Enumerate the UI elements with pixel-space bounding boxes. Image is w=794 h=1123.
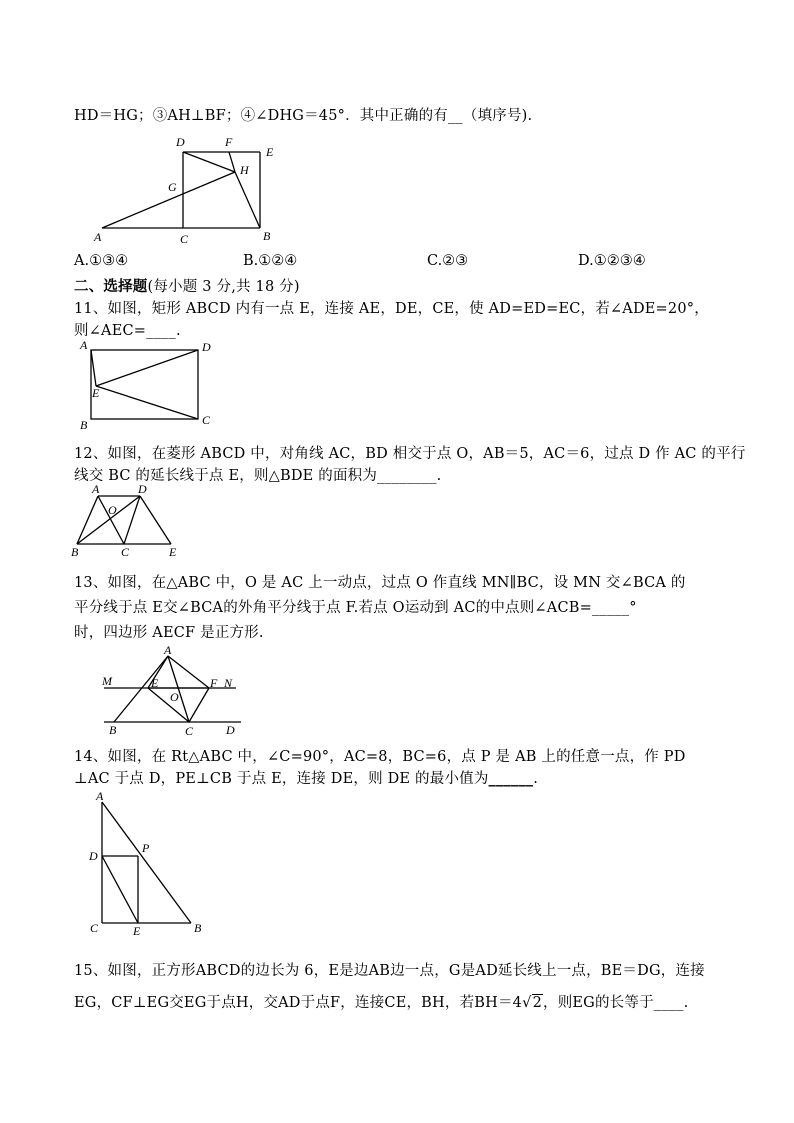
fig12-label-B: B	[71, 545, 79, 559]
q15-line2-post: ，则EG的长等于____.	[543, 995, 689, 1011]
fig13-label-A: A	[164, 643, 172, 657]
fig14-label-B: B	[194, 921, 202, 935]
q15-line2	[74, 991, 688, 1012]
fig10-label-C: C	[180, 232, 189, 246]
fig13-label-N: N	[224, 676, 233, 690]
fig11-label-C: C	[202, 413, 211, 427]
fig13-label-M: M	[102, 674, 112, 688]
option-c: C.②③	[427, 253, 469, 269]
fig10-label-D: D	[176, 135, 185, 149]
figure-q13	[96, 642, 256, 740]
q13-line2: 平分线于点 E交∠BCA的外角平分线于点 F.若点 O运动到 AC的中点则∠ACB=_____°	[74, 600, 637, 616]
fig10-label-G: G	[168, 180, 177, 194]
q14-line1: 14、如图，在 Rt△ABC 中，∠C=90°，AC=8，BC=6，点 P 是 AB 上的任意一点，作 PD	[74, 749, 686, 765]
fig11-label-D: D	[202, 340, 211, 354]
figure-q14	[84, 790, 214, 940]
option-b: B.①②④	[243, 253, 298, 269]
fig13-label-D: D	[226, 723, 235, 737]
q11-line2: 则∠AEC=____.	[74, 323, 181, 339]
q15-line2-pre: EG，CF⊥EG交EG于点H，交AD于点F，连接CE，BH，若BH＝4	[74, 995, 523, 1011]
q13-line1: 13、如图，在△ABC 中，O 是 AC 上一动点，过点 O 作直线 MN∥BC，设 MN 交∠BCA 的	[74, 575, 686, 591]
fig14-label-P: P	[142, 841, 150, 855]
sqrt-symbol: √2	[522, 995, 542, 1011]
fig14-label-E: E	[133, 924, 141, 938]
q10-text-end: HD＝HG；③AH⊥BF；④∠DHG＝45°．其中正确的有__（填序号).	[74, 108, 533, 124]
fig12-label-D: D	[138, 484, 147, 496]
fig10-label-A: A	[94, 230, 102, 244]
fig11-label-E: E	[92, 386, 100, 400]
fig12-label-O: O	[108, 503, 117, 517]
section-title: 二、选择题	[74, 278, 148, 295]
fig12-label-E: E	[169, 545, 177, 559]
fig12-label-C: C	[121, 545, 130, 559]
q11-line1: 11、如图，矩形 ABCD 内有一点 E，连接 AE，DE，CE，使 AD=ED=EC，若∠ADE=20°，	[74, 301, 709, 317]
fig12-label-A: A	[92, 484, 100, 496]
fig14-label-D: D	[89, 849, 98, 863]
fig14-label-A: A	[96, 790, 104, 803]
fig11-label-A: A	[80, 338, 88, 352]
fig14-label-C: C	[90, 921, 99, 935]
fig13-label-B: B	[109, 723, 117, 737]
fig11-label-B: B	[80, 418, 88, 431]
section-heading	[74, 275, 300, 296]
figure-q11	[74, 336, 224, 431]
fig13-label-E: E	[151, 676, 159, 690]
q14-blank: ______	[488, 770, 534, 787]
fig10-label-B: B	[263, 229, 271, 243]
q14-line2	[74, 767, 538, 788]
q13-line3: 时，四边形 AECF 是正方形.	[74, 625, 264, 641]
fig10-label-H: H	[240, 163, 249, 177]
q12-line2: 线交 BC 的延长线于点 E，则△BDE 的面积为________.	[74, 468, 442, 484]
fig13-label-F: F	[210, 676, 218, 690]
section-note: (每小题 3 分,共 18 分)	[147, 279, 300, 295]
q12-line1: 12、如图，在菱形 ABCD 中，对角线 AC，BD 相交于点 O，AB＝5，AC＝6，过点 D 作 AC 的平行	[74, 446, 746, 462]
q14-line2-text: ⊥AC 于点 D，PE⊥CB 于点 E，连接 DE，则 DE 的最小值为	[74, 771, 489, 787]
fig13-label-C: C	[185, 724, 194, 738]
option-a: A.①③④	[74, 253, 129, 269]
fig13-label-O: O	[170, 690, 179, 704]
fig10-label-E: E	[266, 145, 274, 159]
q15-line1: 15、如图，正方形ABCD的边长为 6，E是边AB边一点，G是AD延长线上一点，BE＝DG，连接	[74, 963, 705, 979]
fig10-label-F: F	[225, 135, 233, 149]
figure-q12	[68, 484, 188, 559]
q14-line2-end: .	[533, 771, 539, 787]
sqrt-radicand: 2	[532, 995, 542, 1011]
option-d: D.①②③④	[578, 253, 646, 269]
figure-q10	[80, 130, 310, 250]
